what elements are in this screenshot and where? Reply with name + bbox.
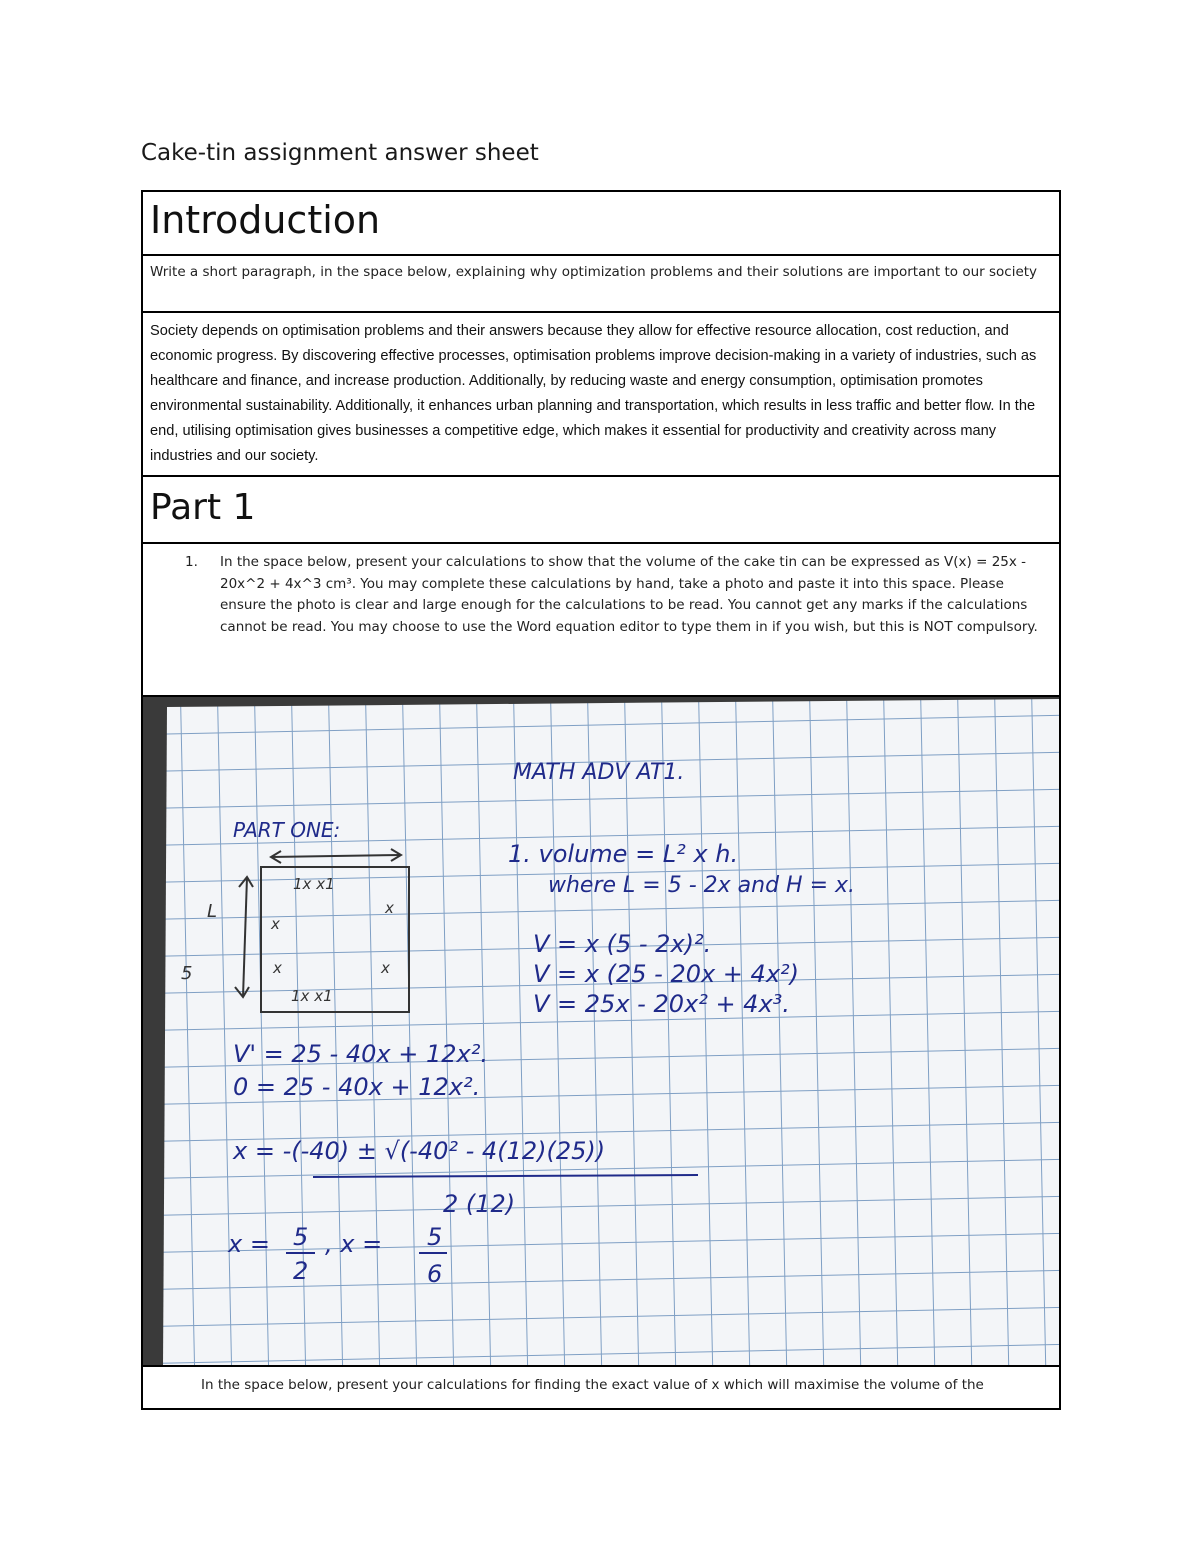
handwritten-calculations-image [143,697,1059,1367]
photo-solution-b-den: 6 [427,1260,443,1288]
photo-line-where: where L = 5 - 2x and H = x. [548,873,856,898]
photo-solution-a-den: 2 [293,1257,309,1285]
photo-v3: V = 25x - 20x² + 4x³. [533,990,790,1018]
introduction-prompt: Write a short paragraph, in the space below, explaining why optimization problems and their solutions are important to our society [143,256,1059,313]
introduction-answer[interactable]: Society depends on optimisation problems and their answers because they allow for effective resource allocation, cost reduction, and economic progress. By discovering effective processes, optimisation problems improve decision-making in a variety of industries, such as healthcare and finance, and increase production. Additionally, by reducing waste and energy consumption, optimisation promotes environmental sustainability. Additionally, it enhances urban planning and transportation, which results in less traffic and better flow. In the end, utilising optimisation gives businesses a competitive edge, which makes it essential for productivity and creativity across many industries and our society. [143,313,1059,477]
handwritten-photo [143,697,1059,1367]
part1-heading: Part 1 [143,477,1059,544]
diagram-x-right-2: x [381,959,390,977]
question-text: In the space below, present your calculations to show that the volume of the cake tin can be expressed as V(x) = 25x - 20x^2 + 4x^3 cm³. You may complete these calculations by hand, take a photo and paste it into this space. Please ensure the photo is clear and large enough for the calculations to be read. You cannot get any marks if the calculations cannot be read. You may choose to use the Word equation editor to type them in if you wish, but this is NOT compulsory. [220,554,1038,635]
introduction-heading: Introduction [143,192,1059,256]
photo-quadratic-numerator: x = -(-40) ± √(-40² - 4(12)(25)) [233,1137,606,1165]
question-number: 1. [185,554,198,570]
diagram-x-left-2: x [273,959,282,977]
diagram-side-label-l: L [207,901,218,922]
photo-solution-prefix-b: , x = [325,1230,383,1258]
photo-derivative: V' = 25 - 40x + 12x². [233,1040,488,1068]
photo-header: MATH ADV AT1. [513,760,685,785]
photo-line-volume: 1. volume = L² x h. [508,840,739,868]
photo-part-label: PART ONE: [233,818,341,842]
diagram-x-right: x [385,899,394,917]
diagram-top-label: 1x x1 [293,875,335,893]
photo-solution-prefix-a: x = [228,1230,270,1258]
document-title: Cake-tin assignment answer sheet [141,140,539,166]
photo-solution-b-num: 5 [427,1223,443,1251]
diagram-side-label-5: 5 [181,963,193,984]
answer-table [141,190,1061,1410]
next-question-prompt: In the space below, present your calculations for finding the exact value of x which will maximise the volume of the [143,1367,1059,1410]
photo-v2: V = x (25 - 20x + 4x²) [533,960,800,988]
photo-solution-a-num: 5 [293,1223,309,1251]
diagram-x-left: x [271,915,280,933]
photo-zero: 0 = 25 - 40x + 12x². [233,1073,481,1101]
part1-question [143,544,1059,697]
photo-quadratic-denominator: 2 (12) [443,1190,516,1218]
diagram-bottom-label: 1x x1 [291,987,333,1005]
photo-v1: V = x (5 - 2x)². [533,930,712,958]
